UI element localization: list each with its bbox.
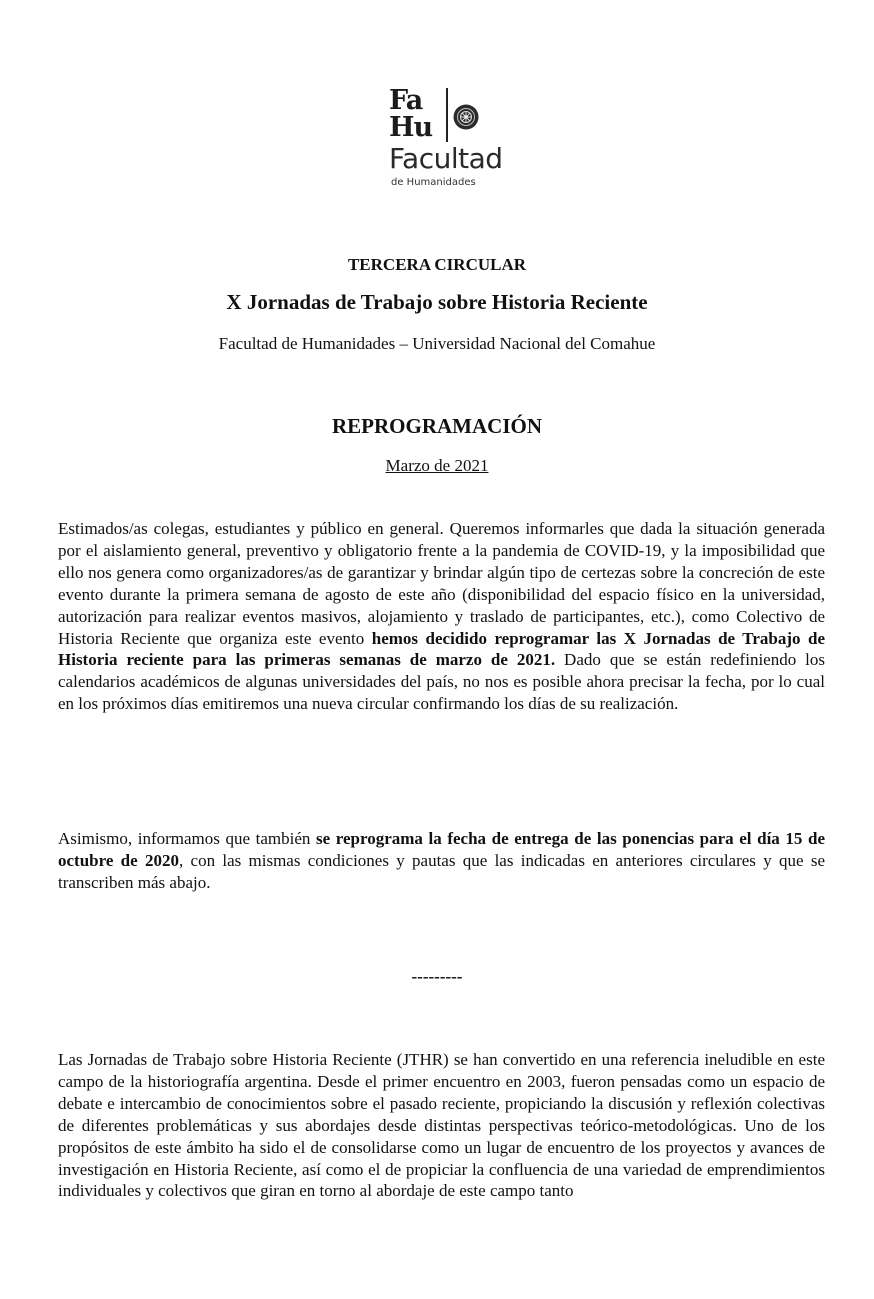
logo-de-humanidades-text: de Humanidades	[391, 177, 476, 188]
paragraph-deadline	[58, 828, 825, 894]
logo-hu-text: Hu	[389, 112, 433, 143]
logo-facultad-text: Facultad	[389, 142, 503, 175]
logo-fa-text: Fa	[389, 85, 423, 116]
paragraph-text: , con las mismas condiciones y pautas que las indicadas en anteriores circulares y que se transcriben más abajo.	[58, 850, 825, 892]
paragraph-text: Estimados/as colegas, estudiantes y público en general. Queremos informarles que dada la situación generada por el aislamiento general, preventivo y obligatorio frente a la pandemia de COVID-19, y la imposibilidad que ello nos genera como organizadores/as de garantizar y brindar algún tipo de certezas sobre la concreción de este evento durante la primera semana de agosto de este año (disponibilidad del espacio físico en la universidad, autorización para realizar eventos masivos, alojamiento y traslado de participantes, etc.), como Colectivo de Historia Reciente que organiza este evento	[58, 519, 825, 648]
university-seal-icon	[453, 104, 479, 130]
faculty-logo	[388, 85, 503, 194]
circular-label: TERCERA CIRCULAR	[347, 255, 527, 274]
paragraph-bold-text: se reprograma la fecha de entrega de las ponencias para el día 15 de octubre de 2020	[58, 829, 825, 870]
paragraph-bold-text: hemos decidido reprogramar las X Jornadas de Trabajo de Historia reciente para las primeras semanas de marzo de 2021.	[58, 628, 825, 670]
paragraph-text: Asimismo, informamos que también	[58, 829, 316, 848]
logo-divider	[446, 88, 448, 142]
paragraph-text: Dado que se están redefiniendo los calendarios académicos de algunas universidades del país, no nos es posible ahora precisar la fecha, por lo cual en los próximos días emitiremos una nueva circular confirmando los días de su realización.	[58, 650, 825, 714]
institution-line: Facultad de Humanidades – Universidad Nacional del Comahue	[218, 334, 656, 353]
paragraph-rescheduling	[58, 518, 825, 715]
section-date: Marzo de 2021	[385, 456, 489, 475]
section-separator: ---------	[411, 967, 463, 986]
section-title: REPROGRAMACIÓN	[332, 414, 542, 438]
paragraph-jthr-intro: Las Jornadas de Trabajo sobre Historia Reciente (JTHR) se han convertido en una referencia ineludible en este campo de la historiografía argentina. Desde el primer encuentro en 2003, fueron pensadas como un espacio de debate e intercambio de conocimientos sobre el pasado reciente, propiciando la discusión y reflexión colectivas de diferentes problemáticas y sus abordajes desde distintas perspectivas teórico-metodológicas. Uno de los propósitos de este ámbito ha sido el de consolidarse como un lugar de encuentro de los proyectos y avances de investigación en Historia Reciente, así como el de propiciar la confluencia de una variedad de emprendimientos individuales y colectivos que giran en torno al abordaje de este campo tanto	[58, 1050, 825, 1201]
event-title: X Jornadas de Trabajo sobre Historia Reciente	[226, 290, 648, 314]
